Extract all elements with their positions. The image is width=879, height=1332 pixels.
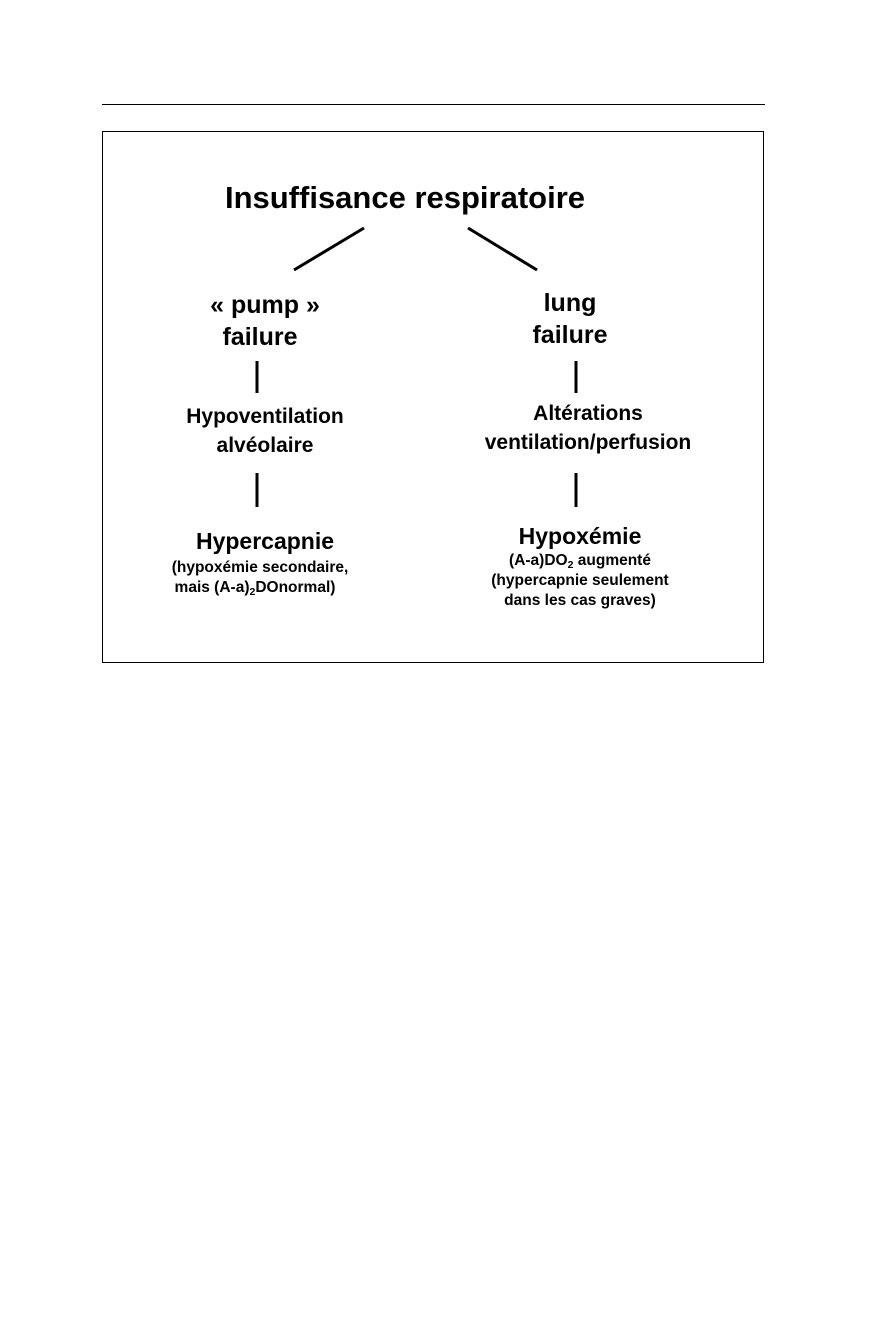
left-result: Hypercapnie	[195, 528, 335, 554]
right-note-line3: dans les cas graves)	[504, 592, 656, 609]
right-mechanism-line1: Altérations	[533, 402, 643, 425]
branch-line-right	[468, 228, 537, 270]
right-note-line1	[450, 551, 710, 571]
left-note-line1: (hypoxémie secondaire,	[171, 559, 349, 576]
branch-line-left	[294, 228, 364, 270]
right-mechanism-line2: ventilation/perfusion	[484, 431, 692, 454]
right-cause	[450, 287, 690, 351]
right-note-line1-pre: (A-a)DO	[509, 552, 568, 569]
right-cause-line1: lung	[543, 289, 597, 317]
left-note-line2	[130, 578, 380, 598]
left-note	[140, 558, 380, 598]
right-note	[450, 551, 710, 611]
right-mechanism	[450, 399, 726, 457]
left-mechanism-line1: Hypoventilation	[186, 405, 344, 428]
left-note-line2-pre: mais (A-a)	[174, 579, 250, 596]
right-result: Hypoxémie	[518, 523, 642, 549]
left-note-line2-post: DOnormal)	[255, 579, 336, 596]
left-mechanism-line2: alvéolaire	[216, 434, 314, 457]
right-note-line2: (hypercapnie seulement	[491, 572, 669, 589]
right-note-line1-post: augmenté	[573, 552, 651, 569]
right-note-line1-sub: 2	[567, 559, 574, 572]
left-cause-line2: failure	[222, 323, 298, 351]
right-cause-line2: failure	[532, 321, 608, 349]
left-cause	[145, 289, 385, 353]
diagram-title: Insuffisance respiratoire	[224, 180, 586, 215]
left-cause-line1: « pump »	[210, 291, 320, 319]
left-mechanism	[145, 402, 385, 460]
left-note-line2-sub: 2	[249, 586, 256, 599]
